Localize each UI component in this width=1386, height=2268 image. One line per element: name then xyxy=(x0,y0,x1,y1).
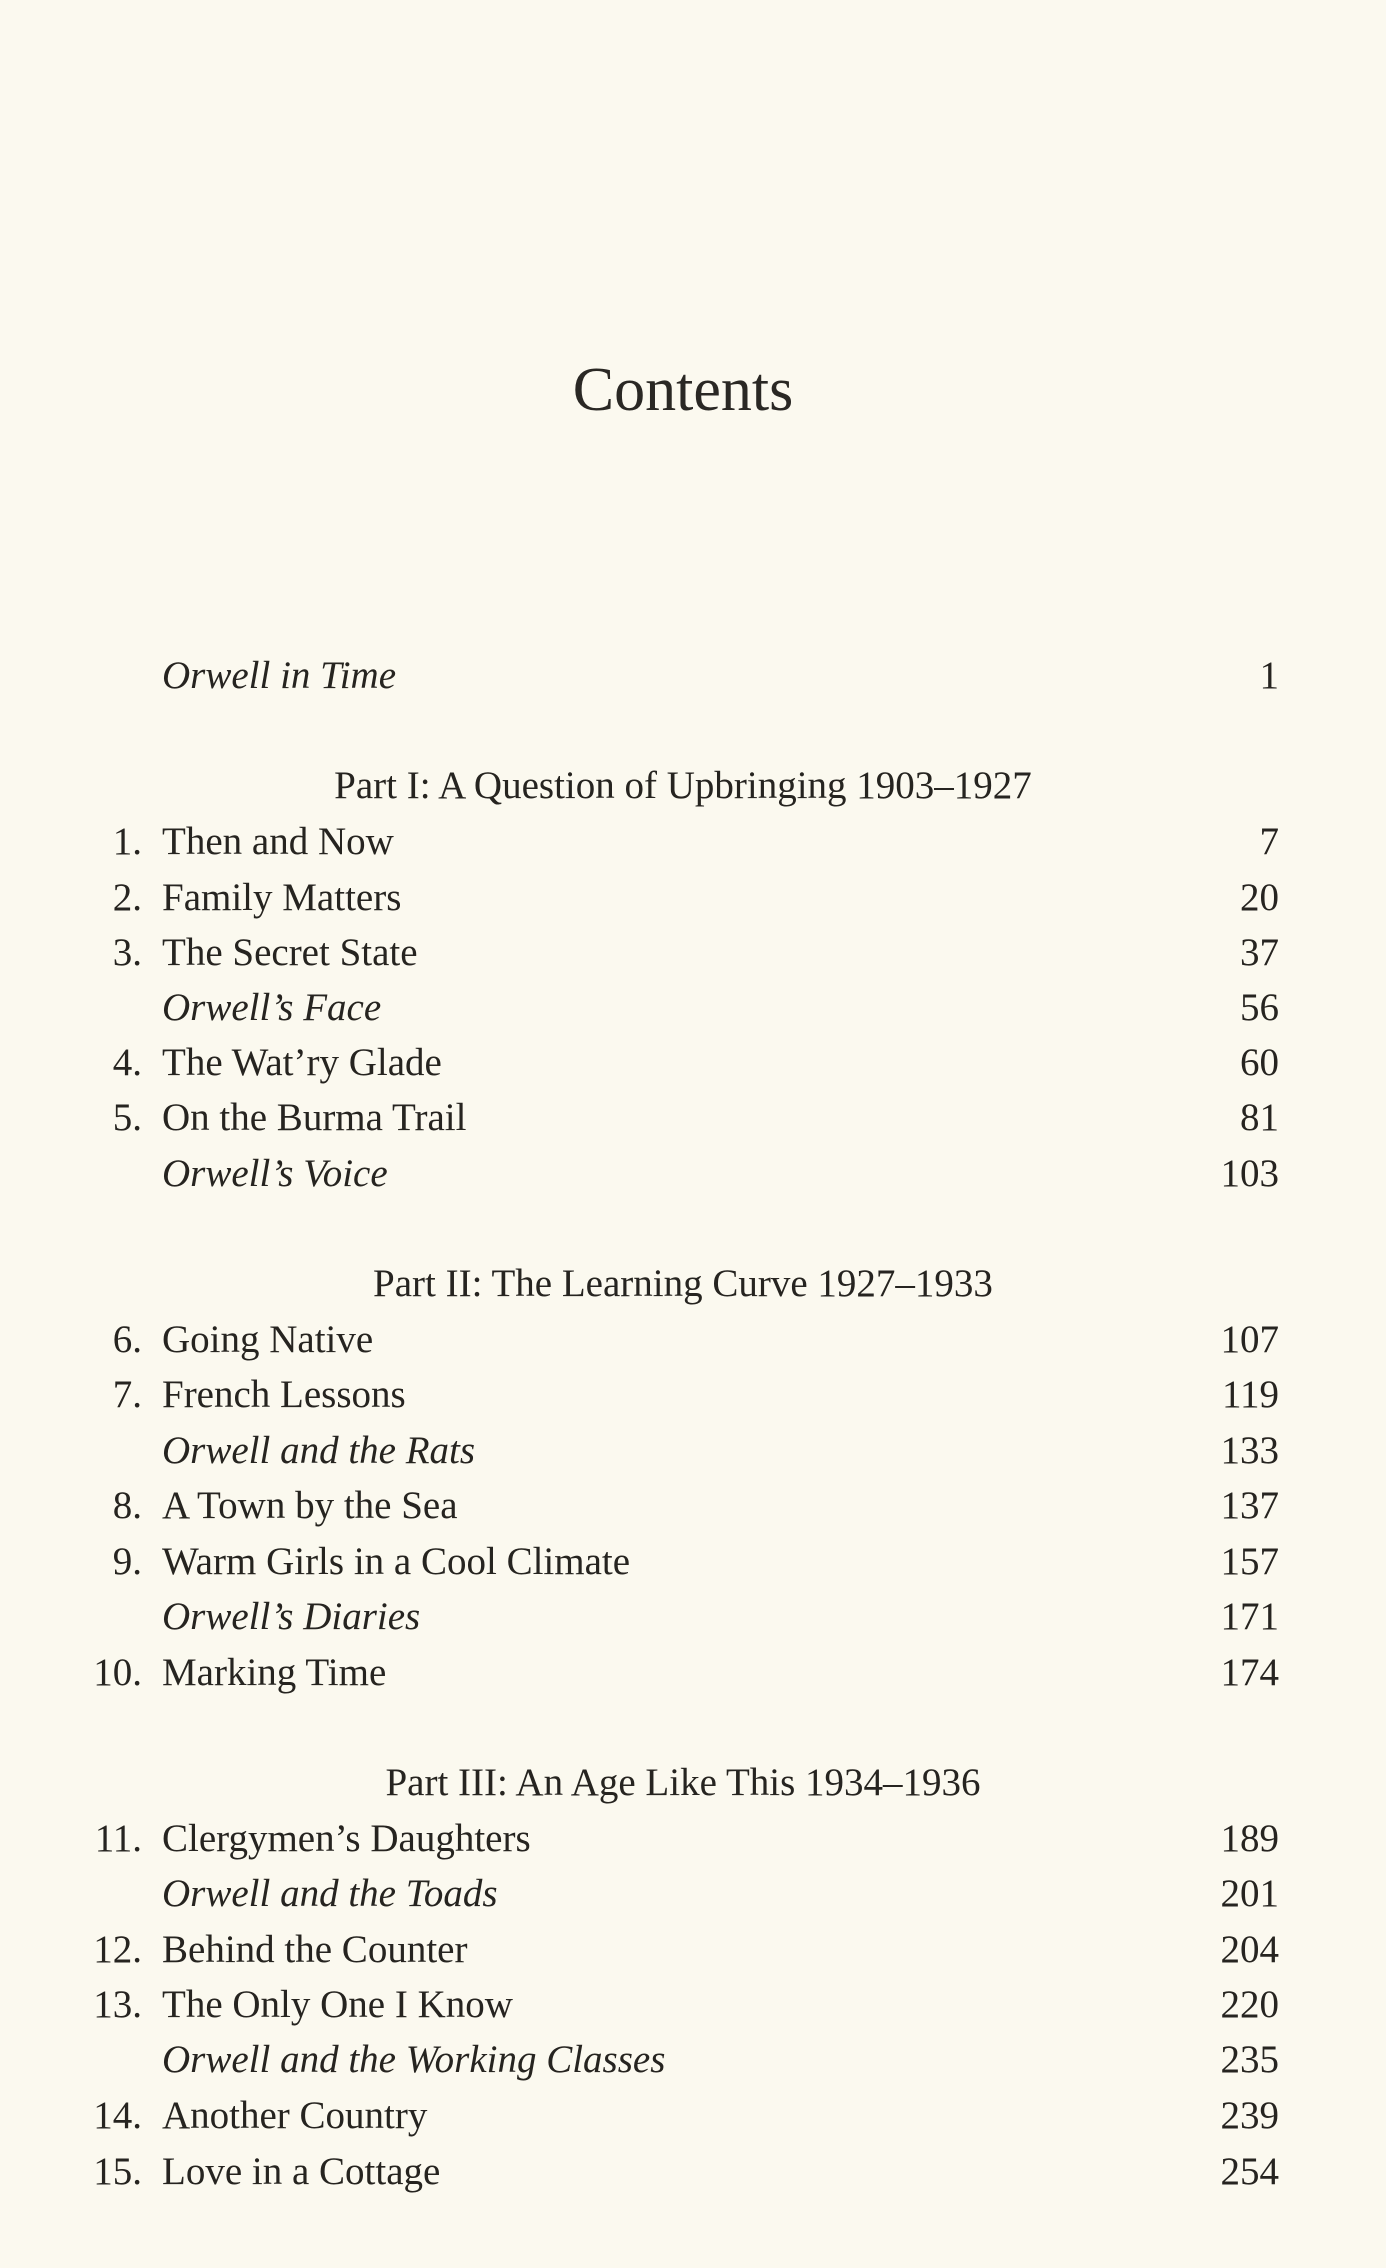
toc-entry-page: 37 xyxy=(1240,931,1279,974)
chapter-number: 14. xyxy=(93,2094,142,2137)
toc-entry-title: A Town by the Sea xyxy=(162,1484,458,1527)
toc-entry-title: On the Burma Trail xyxy=(162,1096,467,1139)
toc-entry-title: The Only One I Know xyxy=(162,1983,513,2026)
chapter-number: 12. xyxy=(93,1928,142,1971)
toc-entry-title: Orwell in Time xyxy=(162,654,397,697)
toc-entry-title: Orwell’s Face xyxy=(162,986,382,1029)
toc-entry xyxy=(0,1367,1386,1423)
toc-entry-page: 220 xyxy=(1220,1983,1279,2026)
toc-entry xyxy=(0,1811,1386,1867)
toc-entry-title: Orwell and the Working Classes xyxy=(162,2038,666,2081)
toc-entry-title: Behind the Counter xyxy=(162,1928,468,1971)
chapter-number: 4. xyxy=(112,1041,142,1084)
toc-entry-page: 1 xyxy=(1259,654,1279,697)
part-heading-2: Part II: The Learning Curve 1927–1933 xyxy=(373,1262,993,1305)
toc-entry-title: Orwell’s Diaries xyxy=(162,1595,421,1638)
toc-entry xyxy=(0,1645,1386,1701)
toc-entry xyxy=(0,1534,1386,1590)
toc-entry-title: French Lessons xyxy=(162,1373,406,1416)
toc-entry-page: 235 xyxy=(1220,2038,1279,2081)
toc-entry-interlude xyxy=(0,1589,1386,1645)
toc-entry xyxy=(0,2088,1386,2144)
toc-entry-intro xyxy=(0,648,1386,704)
toc-entry-page: 20 xyxy=(1240,876,1279,919)
toc-entry xyxy=(0,870,1386,926)
toc-entry-page: 7 xyxy=(1259,820,1279,863)
toc-entry xyxy=(0,1977,1386,2033)
toc-entry xyxy=(0,1090,1386,1146)
toc-entry-page: 157 xyxy=(1220,1540,1279,1583)
toc-entry-interlude xyxy=(0,2032,1386,2088)
toc-entry-page: 81 xyxy=(1240,1096,1279,1139)
toc-entry-title: The Secret State xyxy=(162,931,418,974)
chapter-number: 10. xyxy=(93,1651,142,1694)
toc-entry-title: Warm Girls in a Cool Climate xyxy=(162,1540,631,1583)
toc-entry-page: 56 xyxy=(1240,986,1279,1029)
part-heading-1: Part I: A Question of Upbringing 1903–1927 xyxy=(334,764,1032,807)
toc-entry-title: Love in a Cottage xyxy=(162,2150,441,2193)
toc-entry-page: 119 xyxy=(1221,1373,1279,1416)
chapter-number: 6. xyxy=(112,1318,142,1361)
part-heading-3: Part III: An Age Like This 1934–1936 xyxy=(385,1761,981,1804)
page-title: Contents xyxy=(572,356,794,424)
toc-entry-page: 60 xyxy=(1240,1041,1279,1084)
toc-entry-title: Going Native xyxy=(162,1318,374,1361)
chapter-number: 15. xyxy=(93,2150,142,2193)
toc-entry xyxy=(0,1478,1386,1534)
toc-entry xyxy=(0,1922,1386,1978)
toc-entry-page: 189 xyxy=(1220,1817,1279,1860)
chapter-number: 2. xyxy=(112,876,142,919)
toc-entry-title: Orwell’s Voice xyxy=(162,1152,388,1195)
chapter-number: 13. xyxy=(93,1983,142,2026)
toc-entry-title: Marking Time xyxy=(162,1651,387,1694)
chapter-number: 1. xyxy=(112,820,142,863)
toc-entry-page: 107 xyxy=(1220,1318,1279,1361)
toc-entry-page: 254 xyxy=(1220,2150,1279,2193)
toc-entry xyxy=(0,925,1386,981)
toc-entry-title: Family Matters xyxy=(162,876,402,919)
chapter-number: 11. xyxy=(94,1817,142,1860)
toc-entry-interlude xyxy=(0,980,1386,1036)
toc-entry xyxy=(0,1312,1386,1368)
toc-entry-page: 103 xyxy=(1220,1152,1279,1195)
toc-entry-interlude xyxy=(0,1423,1386,1479)
toc-entry-title: Orwell and the Rats xyxy=(162,1429,476,1472)
toc-entry xyxy=(0,814,1386,870)
chapter-number: 5. xyxy=(112,1096,142,1139)
toc-entry-page: 174 xyxy=(1220,1651,1279,1694)
chapter-number: 8. xyxy=(112,1484,142,1527)
toc-entry-title: Another Country xyxy=(162,2094,428,2137)
toc-entry xyxy=(0,2144,1386,2200)
toc-entry-page: 171 xyxy=(1220,1595,1279,1638)
toc-entry-page: 239 xyxy=(1220,2094,1279,2137)
chapter-number: 9. xyxy=(112,1540,142,1583)
toc-entry-page: 137 xyxy=(1220,1484,1279,1527)
toc-entry-title: The Wat’ry Glade xyxy=(162,1041,442,1084)
toc-entry-interlude xyxy=(0,1146,1386,1202)
toc-entry-page: 201 xyxy=(1220,1872,1279,1915)
toc-entry-title: Then and Now xyxy=(162,820,394,863)
chapter-number: 3. xyxy=(112,931,142,974)
chapter-number: 7. xyxy=(112,1373,142,1416)
toc-entry-page: 204 xyxy=(1220,1928,1279,1971)
toc-entry xyxy=(0,1035,1386,1091)
toc-entry-interlude xyxy=(0,1866,1386,1922)
toc-entry-title: Clergymen’s Daughters xyxy=(162,1817,531,1860)
toc-entry-title: Orwell and the Toads xyxy=(162,1872,498,1915)
toc-entry-page: 133 xyxy=(1220,1429,1279,1472)
